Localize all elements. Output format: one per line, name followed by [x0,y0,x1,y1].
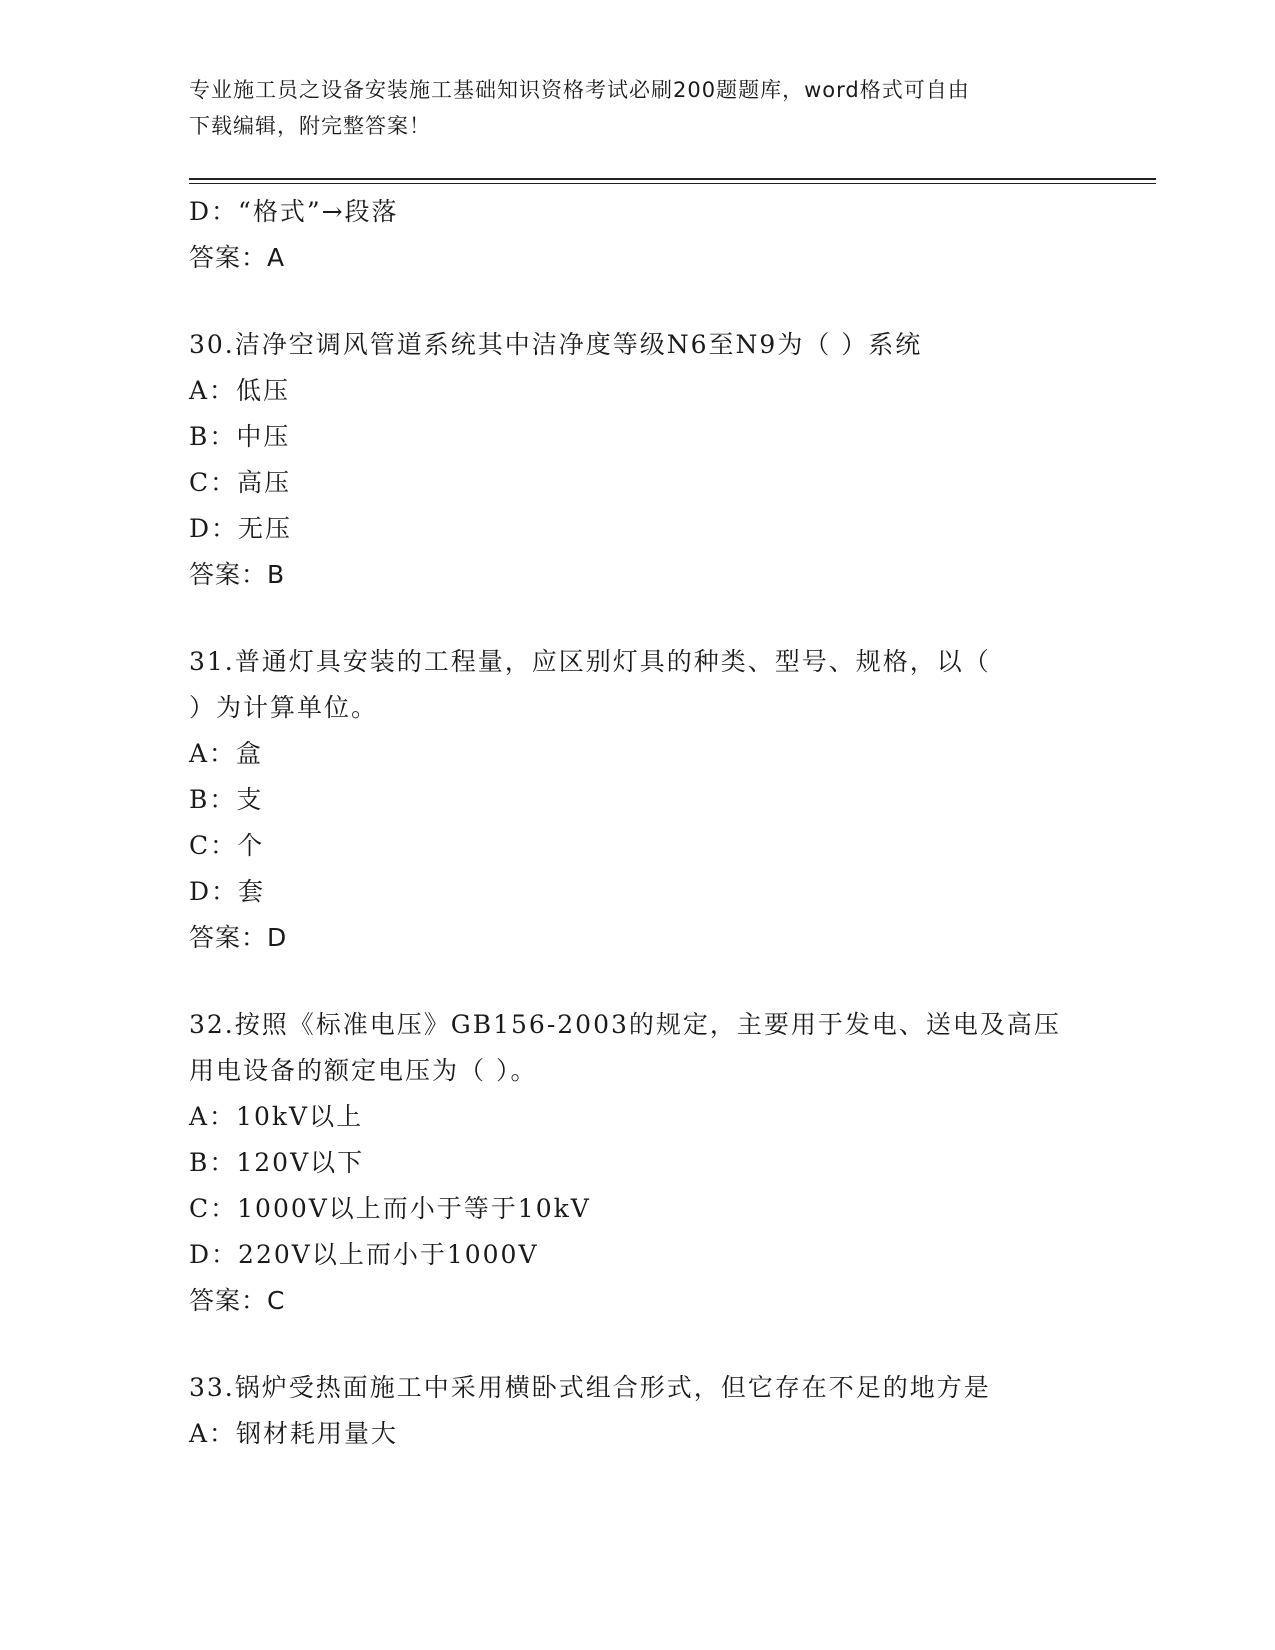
question-33 [189,1365,1089,1457]
spacer [189,961,1089,1002]
question-stem: 30.洁净空调风管道系统其中洁净度等级N6至N9为（ ）系统 [189,330,923,359]
option-c: C：高压 [189,468,292,497]
spacer [189,598,1089,639]
question-stem: 31.普通灯具安装的工程量，应区别灯具的种类、型号、规格，以（ [189,647,991,676]
option-c: C：1000V以上而小于等于10kV [189,1194,591,1223]
option-d: D：220V以上而小于1000V [189,1240,539,1269]
option-b: B：支 [189,785,264,814]
header-line-1: 专业施工员之设备安装施工基础知识资格考试必刷200题题库，word格式可自由 [189,78,970,102]
question-stem: 32.按照《标准电压》GB156-2003的规定，主要用于发电、送电及高压 [189,1010,1061,1039]
carry-over-option-d: D：“格式”→段落 [189,197,399,226]
question-31 [189,639,1089,961]
option-d: D：无压 [189,514,293,543]
header-rule-thick [189,178,1156,180]
question-stem: 33.锅炉受热面施工中采用横卧式组合形式，但它存在不足的地方是 [189,1373,991,1402]
option-d: D：套 [189,877,266,906]
question-30 [189,322,1089,598]
page-header [189,72,1089,144]
spacer [189,281,1089,322]
question-32 [189,1002,1089,1324]
option-a: A：钢材耗用量大 [189,1419,399,1448]
option-a: A：10kV以上 [189,1102,364,1131]
answer: 答案：D [189,923,288,952]
answer: 答案：B [189,560,286,589]
header-line-2: 下载编辑，附完整答案！ [189,114,431,138]
question-content [189,189,1089,1457]
option-b: B：120V以下 [189,1148,365,1177]
header-rule-thin [189,183,1156,184]
carry-over-answer: 答案：A [189,243,286,272]
option-c: C：个 [189,831,265,860]
question-stem-continued: 用电设备的额定电压为（ ）。 [189,1056,538,1085]
question-stem-continued: ）为计算单位。 [189,693,379,722]
spacer [189,1324,1089,1365]
answer: 答案：C [189,1286,286,1315]
option-a: A：盒 [189,739,264,768]
option-a: A：低压 [189,376,291,405]
option-b: B：中压 [189,422,291,451]
